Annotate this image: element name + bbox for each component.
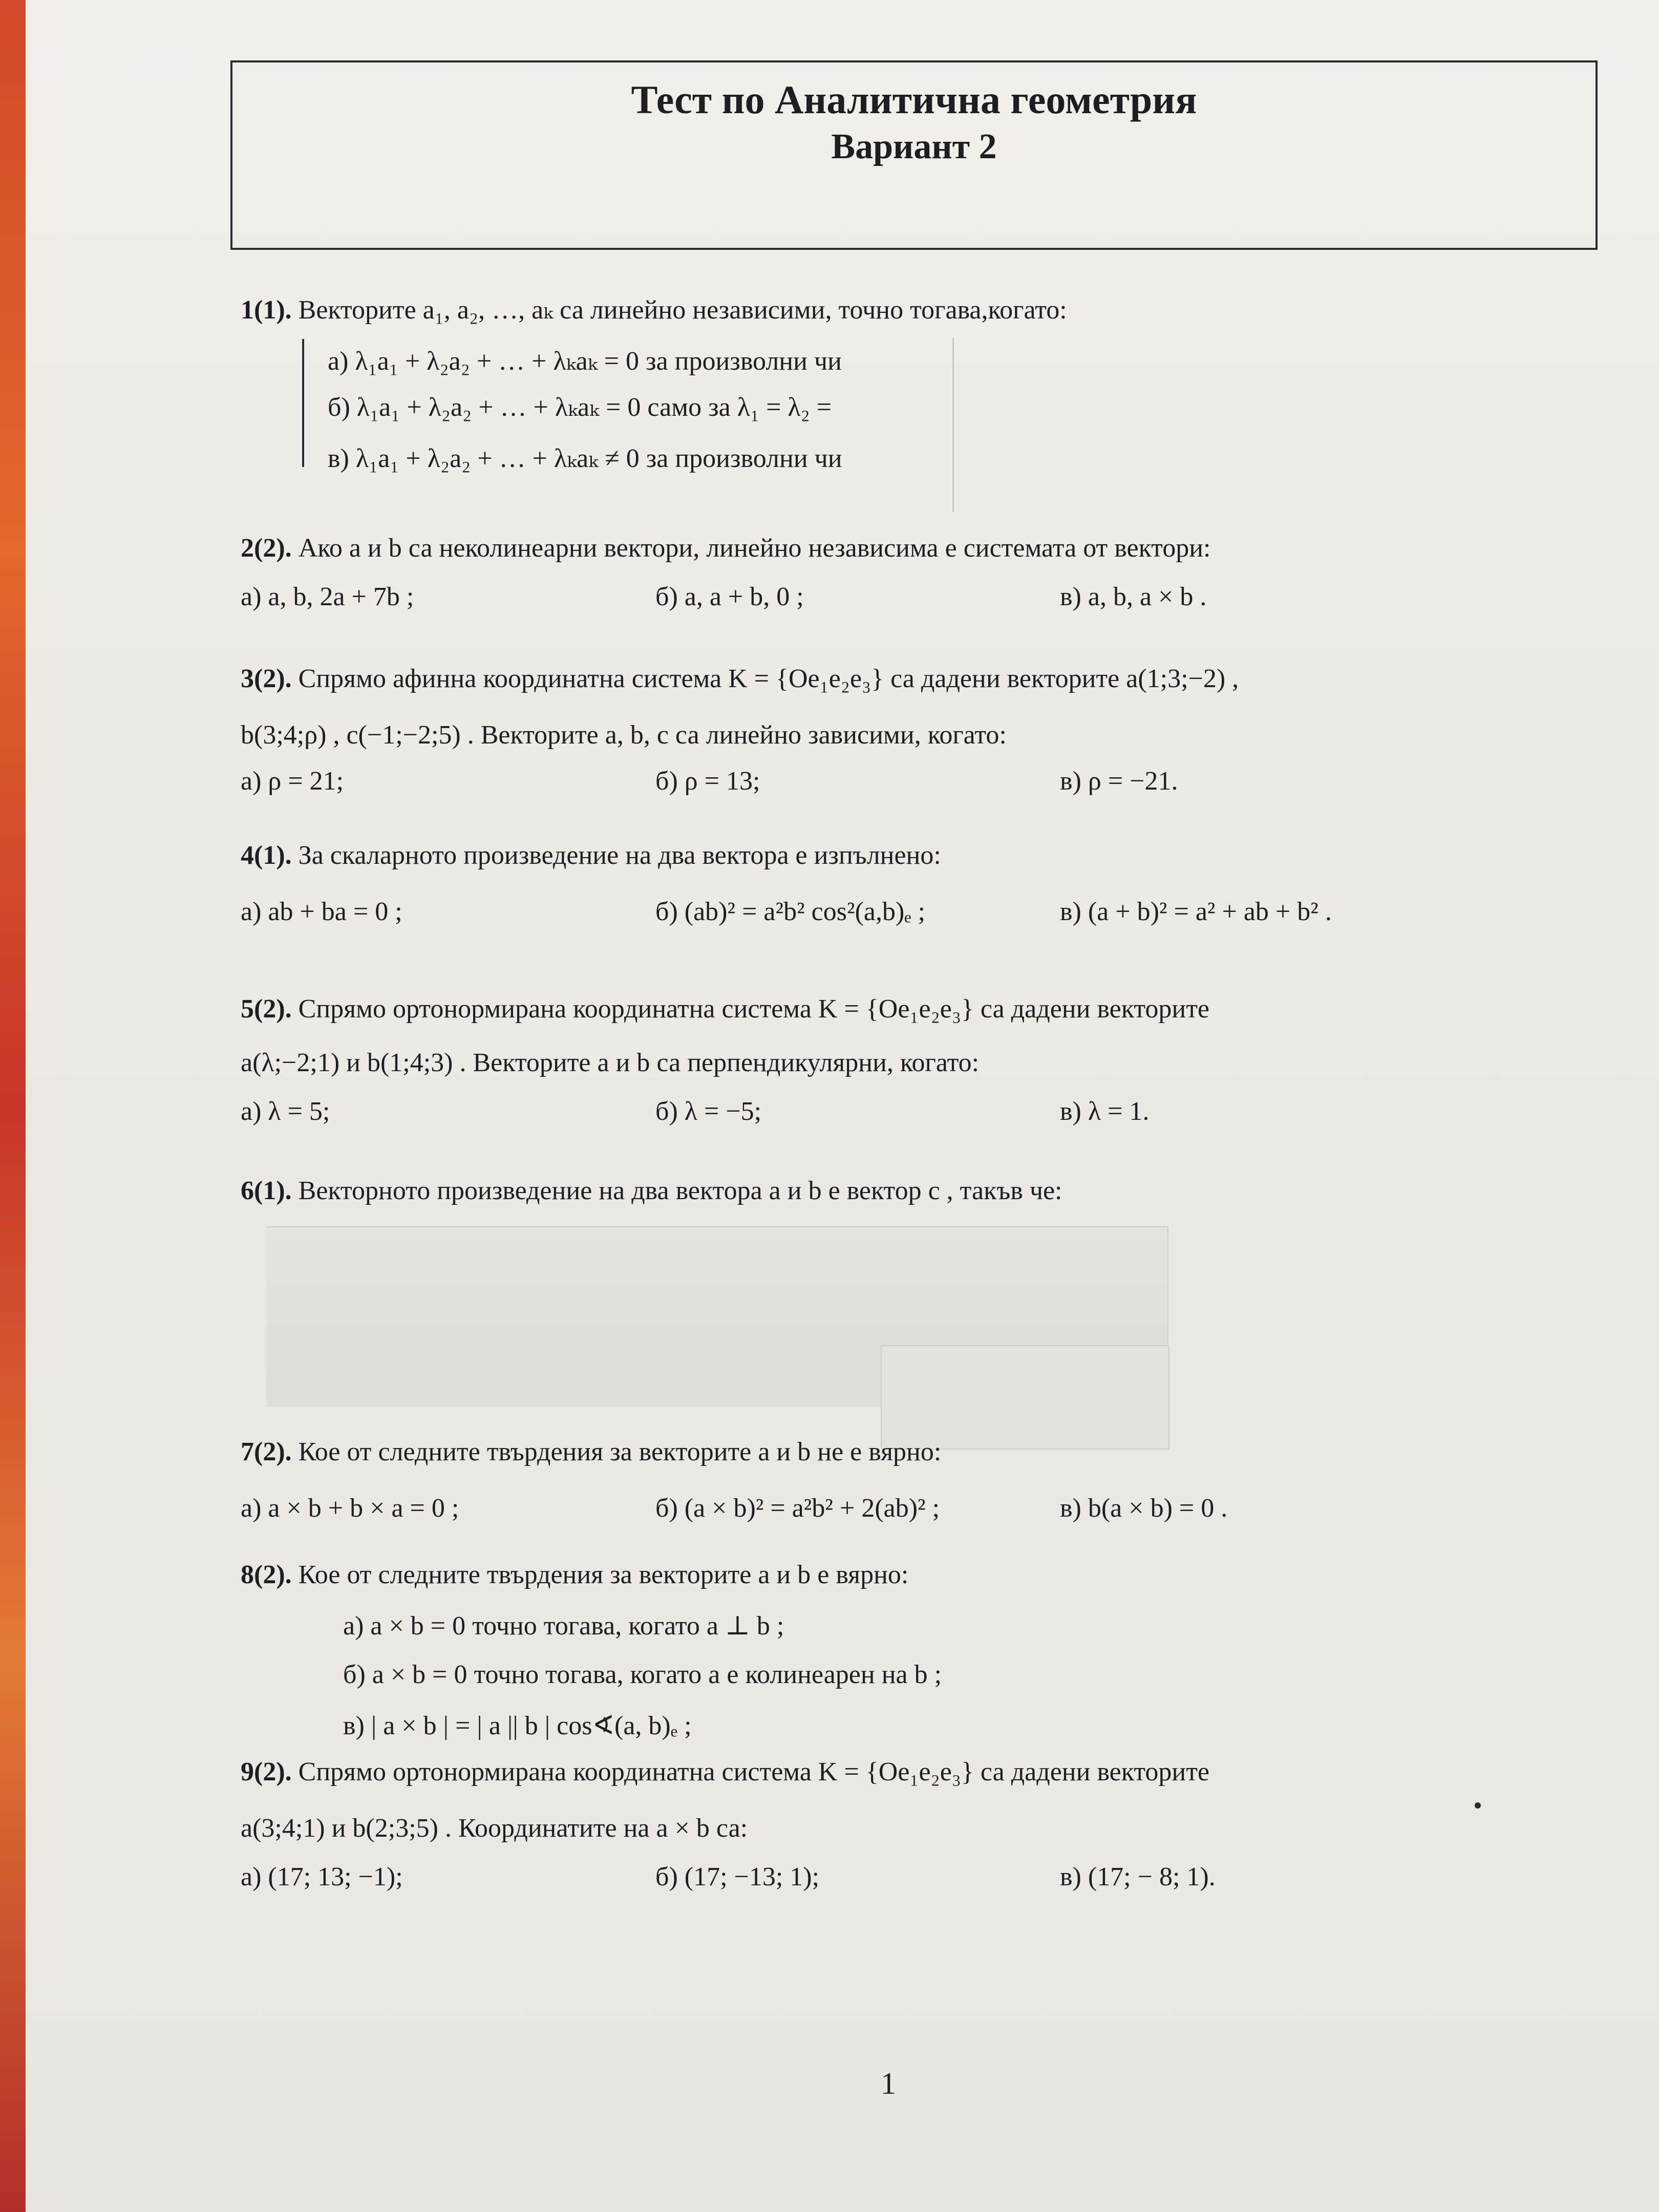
question-text: Спрямо ортонормирана координатна система K = {Oe₁e₂e₃} са дадени векторите	[298, 1757, 1210, 1786]
question-number: 1(1).	[241, 295, 292, 325]
question-number: 9(2).	[241, 1757, 292, 1786]
option-c: в) (a + b)² = a² + ab + b² .	[1060, 897, 1332, 926]
question-number: 2(2).	[241, 534, 292, 563]
option-b: б) (17; −13; 1);	[655, 1862, 820, 1891]
page-number: 1	[881, 2067, 896, 2100]
question-text: Кое от следните твърдения за векторите a и b е вярно:	[298, 1560, 909, 1589]
option-a: а) a × b + b × a = 0 ;	[241, 1494, 459, 1523]
paper-clip-edge	[952, 338, 954, 512]
option-c: в) (17; − 8; 1).	[1060, 1862, 1216, 1891]
question-number: 6(1).	[241, 1176, 292, 1205]
option-c: в) b(a × b) = 0 .	[1060, 1494, 1228, 1523]
question-number: 7(2).	[241, 1437, 292, 1466]
option-c: в) λ = 1.	[1060, 1097, 1150, 1126]
option-b: б) ρ = 13;	[655, 767, 760, 796]
option-c: в) | a × b | = | a || b | cos∢(a, b)ₑ ;	[343, 1711, 692, 1740]
option-a: а) (17; 13; −1);	[241, 1862, 403, 1891]
covered-region	[266, 1226, 1168, 1407]
option-b: б) λ₁a₁ + λ₂a₂ + … + λₖaₖ = 0 само за λ₁ = λ₂ =	[328, 393, 832, 422]
question-text: За скаларното произведение на два вектора е изпълнено:	[298, 841, 941, 870]
test-title: Тест по Аналитична геометрия	[631, 77, 1197, 122]
question-number: 5(2).	[241, 994, 292, 1024]
option-a: а) λ₁a₁ + λ₂a₂ + … + λₖaₖ = 0 за произволни чи	[328, 347, 842, 376]
test-header-box	[230, 60, 1598, 250]
option-a: а) a, b, 2a + 7b ;	[241, 582, 414, 611]
question-3	[241, 666, 1239, 692]
option-a: а) ρ = 21;	[241, 767, 344, 796]
paper-sheet	[26, 0, 1659, 2212]
question-5-continued: a(λ;−2;1) и b(1;4;3) . Векторите a и b са перпендикулярни, когато:	[241, 1048, 980, 1077]
question-1	[241, 297, 1067, 324]
variant-label: Вариант 2	[831, 127, 997, 166]
question-7	[241, 1439, 941, 1465]
question-3-continued: b(3;4;ρ) , c(−1;−2;5) . Векторите a, b, c са линейно зависими, когато:	[241, 720, 1007, 750]
question-8	[241, 1562, 908, 1588]
option-a: а) λ = 5;	[241, 1097, 330, 1126]
question-number: 8(2).	[241, 1560, 292, 1589]
question-text: Спрямо ортонормирана координатна система K = {Oe₁e₂e₃} са дадени векторите	[298, 994, 1210, 1024]
options-bracket	[302, 339, 304, 467]
option-b: б) (ab)² = a²b² cos²(a,b)ₑ ;	[655, 897, 926, 926]
question-2	[241, 535, 1210, 562]
option-a: а) a × b = 0 точно тогава, когато a ⊥ b ;	[343, 1611, 784, 1641]
option-a: а) ab + ba = 0 ;	[241, 897, 402, 926]
question-text: Векторното произведение на два вектора a и b е вектор c , такъв че:	[298, 1176, 1062, 1205]
question-4	[241, 842, 941, 869]
option-b: б) λ = −5;	[655, 1097, 762, 1126]
question-9	[241, 1759, 1209, 1785]
option-b: б) (a × b)² = a²b² + 2(ab)² ;	[655, 1494, 940, 1523]
question-5	[241, 996, 1209, 1023]
option-c: в) λ₁a₁ + λ₂a₂ + … + λₖaₖ ≠ 0 за произволни чи	[328, 444, 842, 473]
question-text: Спрямо афинна координатна система K = {Oe₁e₂e₃} са дадени векторите a(1;3;−2) ,	[298, 664, 1239, 693]
option-b: б) a × b = 0 точно тогава, когато a е колинеарен на b ;	[343, 1660, 942, 1689]
ink-dot	[1475, 1802, 1481, 1809]
question-text: Векторите a₁, a₂, …, aₖ са линейно независими, точно тогава,когато:	[298, 295, 1067, 325]
question-text: Кое от следните твърдения за векторите a и b не е вярно:	[298, 1437, 942, 1466]
question-9-continued: a(3;4;1) и b(2;3;5) . Координатите на a × b са:	[241, 1814, 748, 1843]
question-number: 3(2).	[241, 664, 292, 693]
option-c: в) a, b, a × b .	[1060, 582, 1207, 611]
option-c: в) ρ = −21.	[1060, 767, 1178, 796]
option-b: б) a, a + b, 0 ;	[655, 582, 804, 611]
question-6	[241, 1178, 1062, 1204]
question-number: 4(1).	[241, 841, 292, 870]
question-text: Ако a и b са неколинеарни вектори, линейно независима е системата от вектори:	[298, 534, 1211, 563]
covered-inner-region	[881, 1345, 1169, 1450]
